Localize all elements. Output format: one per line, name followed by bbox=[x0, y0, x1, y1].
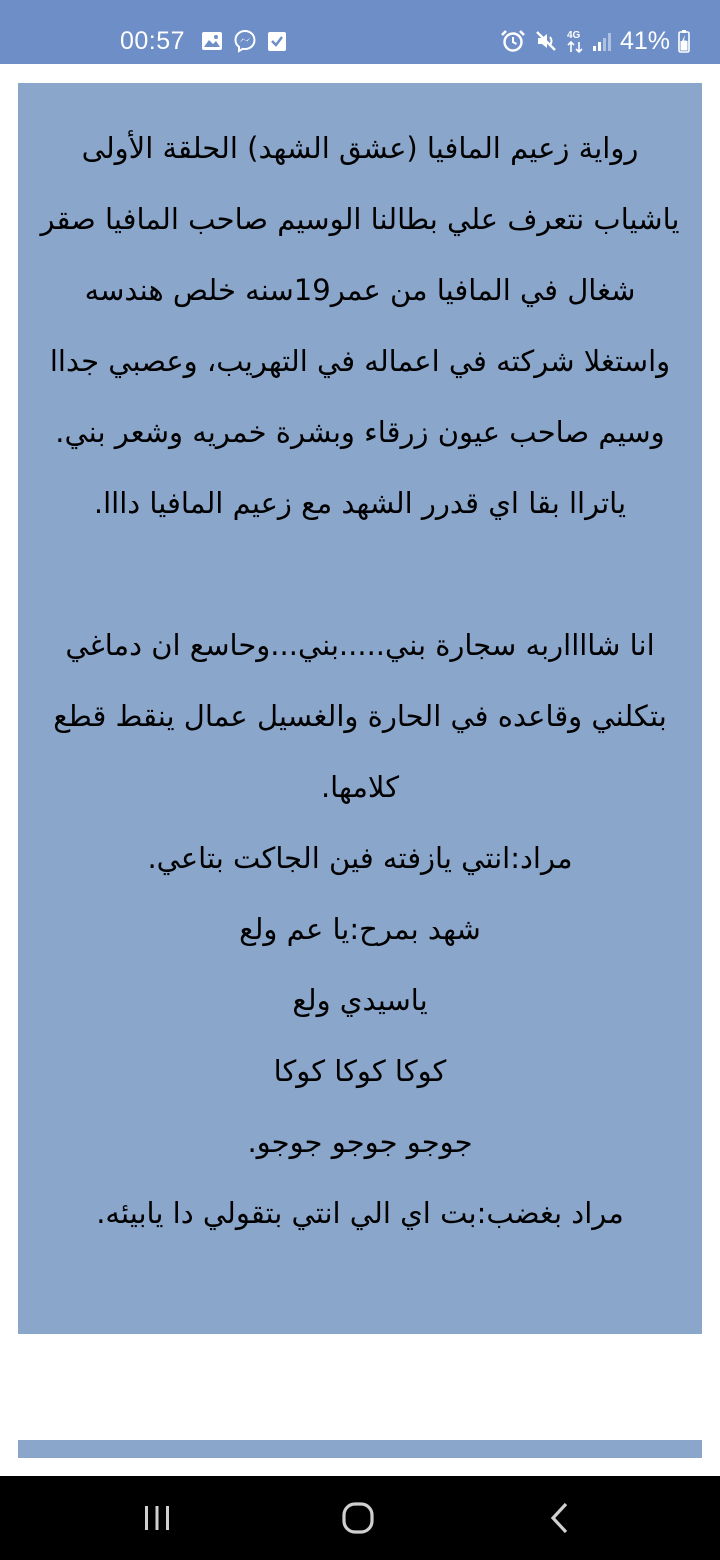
4g-data-icon bbox=[566, 28, 584, 54]
status-bar-left bbox=[120, 0, 287, 82]
battery-charging-icon bbox=[678, 29, 690, 53]
back-icon[interactable] bbox=[538, 1496, 582, 1540]
status-time: 00:57 bbox=[120, 26, 186, 55]
navigation-bar bbox=[0, 1476, 720, 1560]
status-bar bbox=[0, 0, 720, 64]
alarm-icon bbox=[500, 29, 526, 53]
story-text: رواية زعيم المافيا (عشق الشهد) الحلقة الأولى ياشياب نتعرف علي بطالنا الوسيم صاحب المافيا صقر شغال في المافيا من عمر19سنه خلص هندسه واستغلا شركته في اعماله في التهريب، وعصبي جداا وسيم صاحب عيون زرقاء وبشرة خمريه وشعر بني. ياتراا بقا اي قدرر الشهد مع زعيم المافيا دااا. انا شااااربه سجارة بني.....بني...وحاسع ان دماغي بتكلني وقاعده في الحارة والغسيل عمال ينقط قطع كلامها. مراد:انتي يازفته فين الجاكت بتاعي. شهد بمرح:يا عم ولع ياسيدي ولع كوكا كوكا كوكا جوجو جوجو جوجو. مراد بغضب:بت اي الي انتي بتقولي دا يابيئه. bbox=[40, 131, 680, 1230]
recent-apps-icon[interactable] bbox=[135, 1496, 179, 1540]
battery-percentage: 41% bbox=[619, 26, 670, 55]
next-story-card[interactable] bbox=[18, 1440, 702, 1458]
gallery-icon bbox=[201, 31, 223, 51]
check-notification-icon bbox=[267, 30, 287, 52]
signal-icon bbox=[592, 30, 612, 52]
status-bar-right bbox=[500, 0, 690, 82]
mute-icon bbox=[534, 29, 558, 53]
story-card[interactable] bbox=[18, 83, 702, 1334]
messenger-icon bbox=[233, 29, 257, 53]
svg-text:4G: 4G bbox=[566, 30, 581, 41]
home-icon[interactable] bbox=[336, 1496, 380, 1540]
